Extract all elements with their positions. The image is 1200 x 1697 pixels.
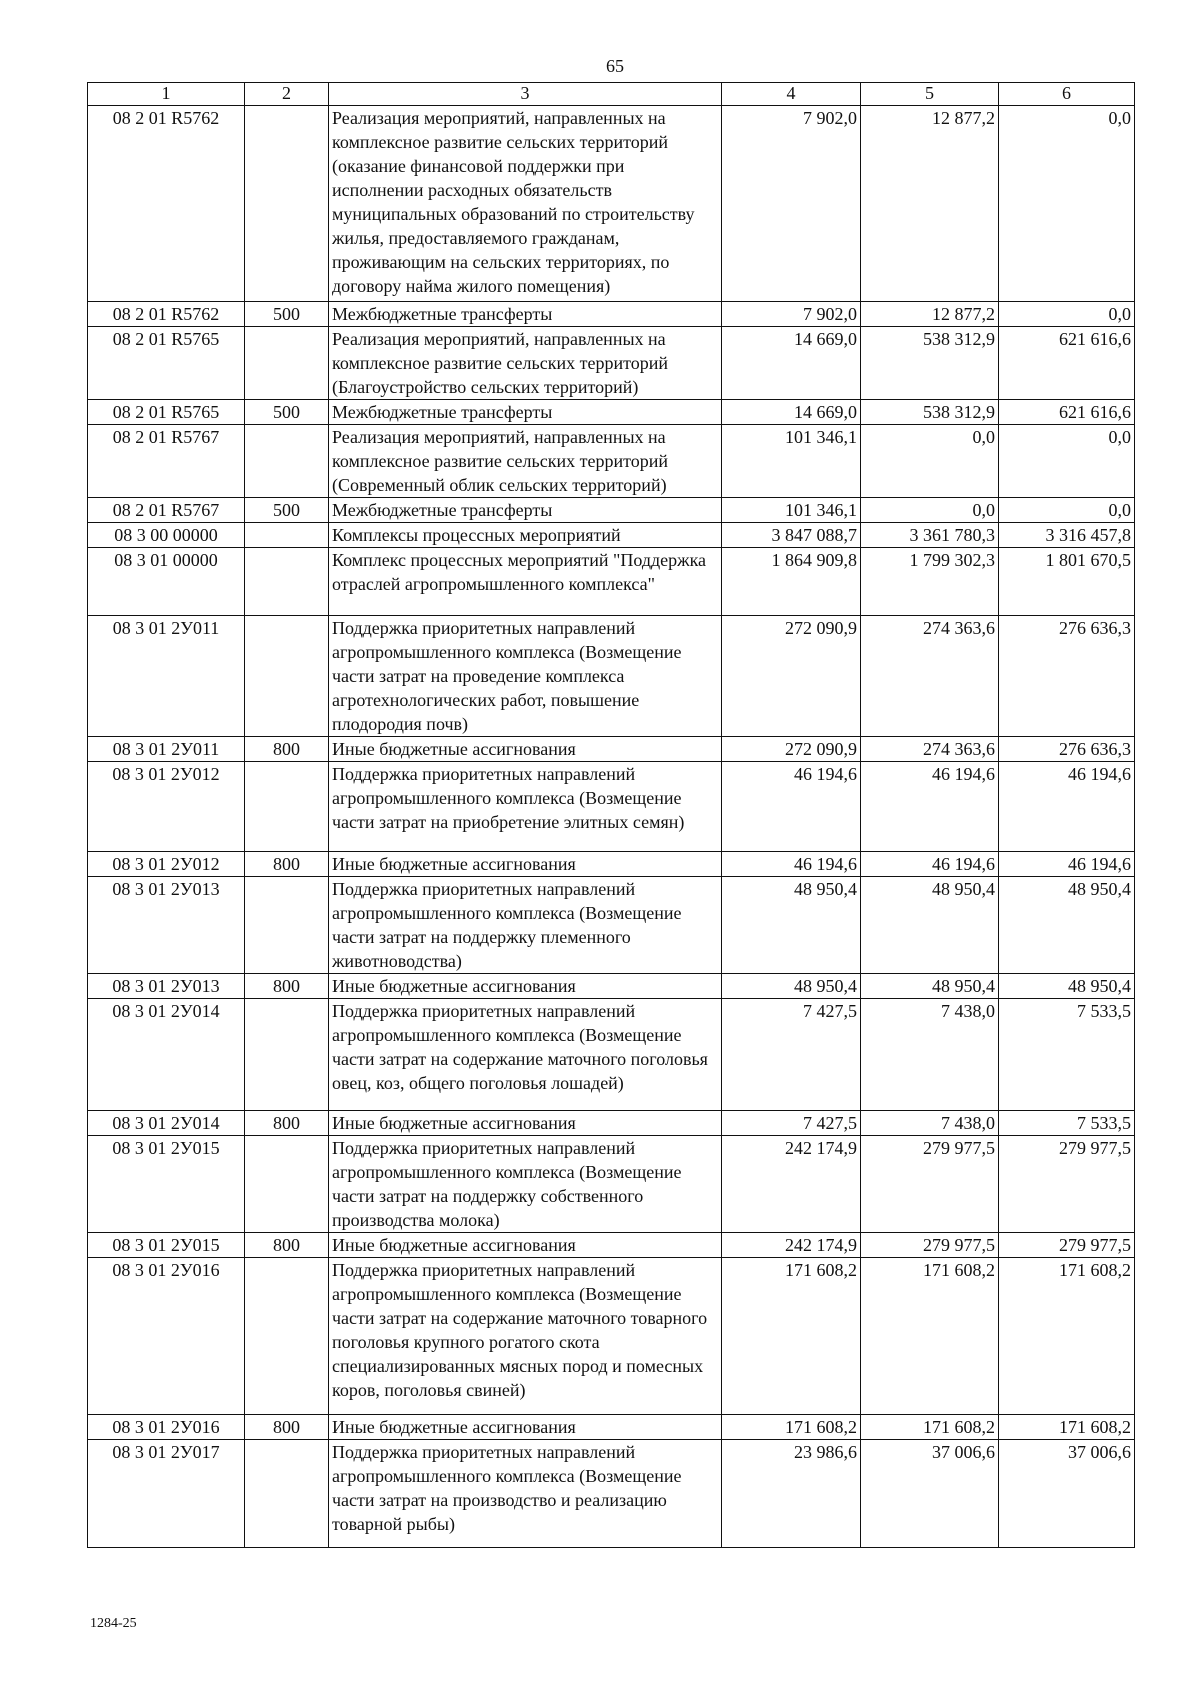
table-row [88,548,1135,616]
budget-code-cell: 08 3 01 2У014 [88,999,245,1111]
column-header-2: 2 [245,83,329,106]
expense-type-cell [245,616,329,737]
amount-col4-cell: 3 847 088,7 [722,523,861,548]
amount-col6-cell: 37 006,6 [999,1440,1135,1548]
budget-code-cell: 08 2 01 R5767 [88,425,245,498]
item-name-cell: Поддержка приоритетных направлений агропромышленного комплекса (Возмещение части затрат на поддержку племенного животноводства) [329,877,722,974]
amount-col4-cell: 7 902,0 [722,106,861,302]
column-header-1: 1 [88,83,245,106]
expense-type-cell [245,523,329,548]
budget-code-cell: 08 3 01 2У015 [88,1136,245,1233]
column-header-4: 4 [722,83,861,106]
amount-col5-cell: 279 977,5 [861,1233,999,1258]
table-row [88,400,1135,425]
amount-col5-cell: 0,0 [861,498,999,523]
budget-table [87,82,1135,1548]
amount-col6-cell: 3 316 457,8 [999,523,1135,548]
table-row [88,106,1135,302]
budget-code-cell: 08 2 01 R5767 [88,498,245,523]
amount-col6-cell: 276 636,3 [999,737,1135,762]
expense-type-cell [245,762,329,852]
budget-code-cell: 08 2 01 R5762 [88,106,245,302]
budget-code-cell: 08 2 01 R5762 [88,302,245,327]
item-name-cell: Иные бюджетные ассигнования [329,974,722,999]
table-row [88,877,1135,974]
expense-type-cell: 500 [245,400,329,425]
amount-col6-cell: 48 950,4 [999,877,1135,974]
budget-code-cell: 08 3 01 2У012 [88,762,245,852]
item-name-cell: Комплекс процессных мероприятий "Поддержка отраслей агропромышленного комплекса" [329,548,722,616]
expense-type-cell [245,999,329,1111]
page-number: 65 [606,56,624,76]
expense-type-cell: 800 [245,1111,329,1136]
table-body [88,106,1135,1548]
amount-col4-cell: 46 194,6 [722,852,861,877]
table-row [88,302,1135,327]
amount-col5-cell: 48 950,4 [861,877,999,974]
amount-col4-cell: 101 346,1 [722,498,861,523]
expense-type-cell [245,327,329,400]
table-row [88,737,1135,762]
amount-col6-cell: 1 801 670,5 [999,548,1135,616]
amount-col4-cell: 171 608,2 [722,1415,861,1440]
column-header-5: 5 [861,83,999,106]
item-name-cell: Иные бюджетные ассигнования [329,1233,722,1258]
amount-col4-cell: 14 669,0 [722,400,861,425]
amount-col4-cell: 23 986,6 [722,1440,861,1548]
expense-type-cell [245,1258,329,1415]
budget-code-cell: 08 2 01 R5765 [88,400,245,425]
column-header-3: 3 [329,83,722,106]
amount-col4-cell: 171 608,2 [722,1258,861,1415]
expense-type-cell: 500 [245,302,329,327]
amount-col4-cell: 101 346,1 [722,425,861,498]
column-header-6: 6 [999,83,1135,106]
amount-col6-cell: 621 616,6 [999,400,1135,425]
item-name-cell: Иные бюджетные ассигнования [329,1415,722,1440]
amount-col5-cell: 274 363,6 [861,616,999,737]
item-name-cell: Иные бюджетные ассигнования [329,1111,722,1136]
amount-col4-cell: 242 174,9 [722,1136,861,1233]
amount-col6-cell: 171 608,2 [999,1258,1135,1415]
table-row [88,498,1135,523]
budget-code-cell: 08 3 01 2У011 [88,616,245,737]
budget-code-cell: 08 3 01 2У016 [88,1258,245,1415]
expense-type-cell: 800 [245,974,329,999]
item-name-cell: Реализация мероприятий, направленных на комплексное развитие сельских территорий (Современный облик сельских территорий) [329,425,722,498]
expense-type-cell [245,106,329,302]
amount-col6-cell: 46 194,6 [999,852,1135,877]
amount-col4-cell: 7 427,5 [722,999,861,1111]
amount-col4-cell: 7 902,0 [722,302,861,327]
amount-col4-cell: 46 194,6 [722,762,861,852]
item-name-cell: Поддержка приоритетных направлений агропромышленного комплекса (Возмещение части затрат на поддержку собственного производства молока) [329,1136,722,1233]
budget-code-cell: 08 3 00 00000 [88,523,245,548]
amount-col5-cell: 3 361 780,3 [861,523,999,548]
amount-col5-cell: 538 312,9 [861,400,999,425]
amount-col6-cell: 7 533,5 [999,999,1135,1111]
table-row [88,425,1135,498]
expense-type-cell [245,425,329,498]
table-row [88,1415,1135,1440]
item-name-cell: Реализация мероприятий, направленных на комплексное развитие сельских территорий (оказание финансовой поддержки при исполнении расходных обязательств муниципальных образований по строительству жилья, предоставляемого гражданам, проживающим на сельских территориях, по договору найма жилого помещения) [329,106,722,302]
expense-type-cell: 800 [245,1233,329,1258]
table-row [88,523,1135,548]
amount-col6-cell: 279 977,5 [999,1136,1135,1233]
table-row [88,762,1135,852]
table-header [88,83,1135,106]
budget-code-cell: 08 3 01 2У013 [88,877,245,974]
item-name-cell: Иные бюджетные ассигнования [329,737,722,762]
amount-col4-cell: 48 950,4 [722,877,861,974]
item-name-cell: Иные бюджетные ассигнования [329,852,722,877]
expense-type-cell: 800 [245,737,329,762]
amount-col5-cell: 46 194,6 [861,852,999,877]
amount-col5-cell: 171 608,2 [861,1415,999,1440]
expense-type-cell: 800 [245,1415,329,1440]
amount-col5-cell: 46 194,6 [861,762,999,852]
budget-code-cell: 08 3 01 2У012 [88,852,245,877]
item-name-cell: Поддержка приоритетных направлений агропромышленного комплекса (Возмещение части затрат на содержание маточного товарного поголовья крупного рогатого скота специализированных мясных пород и помесных коров, поголовья свиней) [329,1258,722,1415]
budget-code-cell: 08 3 01 2У016 [88,1415,245,1440]
amount-col6-cell: 276 636,3 [999,616,1135,737]
amount-col6-cell: 279 977,5 [999,1233,1135,1258]
table-row [88,852,1135,877]
amount-col5-cell: 171 608,2 [861,1258,999,1415]
amount-col6-cell: 7 533,5 [999,1111,1135,1136]
footer-code: 1284-25 [90,1616,137,1631]
item-name-cell: Межбюджетные трансферты [329,400,722,425]
budget-code-cell: 08 3 01 2У013 [88,974,245,999]
amount-col5-cell: 274 363,6 [861,737,999,762]
amount-col6-cell: 0,0 [999,498,1135,523]
item-name-cell: Поддержка приоритетных направлений агропромышленного комплекса (Возмещение части затрат на приобретение элитных семян) [329,762,722,852]
item-name-cell: Межбюджетные трансферты [329,498,722,523]
amount-col4-cell: 7 427,5 [722,1111,861,1136]
item-name-cell: Комплексы процессных мероприятий [329,523,722,548]
expense-type-cell [245,877,329,974]
amount-col4-cell: 272 090,9 [722,616,861,737]
amount-col5-cell: 538 312,9 [861,327,999,400]
budget-code-cell: 08 3 01 00000 [88,548,245,616]
amount-col5-cell: 12 877,2 [861,106,999,302]
table-row [88,1233,1135,1258]
expense-type-cell [245,1440,329,1548]
item-name-cell: Поддержка приоритетных направлений агропромышленного комплекса (Возмещение части затрат на содержание маточного поголовья овец, коз, общего поголовья лошадей) [329,999,722,1111]
amount-col6-cell: 48 950,4 [999,974,1135,999]
amount-col4-cell: 14 669,0 [722,327,861,400]
expense-type-cell [245,1136,329,1233]
table-row [88,1111,1135,1136]
amount-col6-cell: 46 194,6 [999,762,1135,852]
amount-col6-cell: 0,0 [999,302,1135,327]
amount-col5-cell: 12 877,2 [861,302,999,327]
budget-code-cell: 08 3 01 2У017 [88,1440,245,1548]
table-row [88,616,1135,737]
amount-col6-cell: 171 608,2 [999,1415,1135,1440]
table-row [88,1258,1135,1415]
amount-col6-cell: 0,0 [999,425,1135,498]
amount-col5-cell: 48 950,4 [861,974,999,999]
amount-col6-cell: 621 616,6 [999,327,1135,400]
amount-col5-cell: 0,0 [861,425,999,498]
item-name-cell: Поддержка приоритетных направлений агропромышленного комплекса (Возмещение части затрат на проведение комплекса агротехнологических работ, повышение плодородия почв) [329,616,722,737]
item-name-cell: Межбюджетные трансферты [329,302,722,327]
table-row [88,974,1135,999]
amount-col5-cell: 7 438,0 [861,999,999,1111]
amount-col5-cell: 279 977,5 [861,1136,999,1233]
table-row [88,1136,1135,1233]
budget-code-cell: 08 3 01 2У015 [88,1233,245,1258]
header-row [88,83,1135,106]
expense-type-cell: 500 [245,498,329,523]
amount-col5-cell: 1 799 302,3 [861,548,999,616]
budget-code-cell: 08 3 01 2У014 [88,1111,245,1136]
amount-col6-cell: 0,0 [999,106,1135,302]
table-row [88,999,1135,1111]
expense-type-cell: 800 [245,852,329,877]
budget-code-cell: 08 3 01 2У011 [88,737,245,762]
amount-col4-cell: 272 090,9 [722,737,861,762]
expense-type-cell [245,548,329,616]
budget-code-cell: 08 2 01 R5765 [88,327,245,400]
amount-col5-cell: 7 438,0 [861,1111,999,1136]
amount-col5-cell: 37 006,6 [861,1440,999,1548]
item-name-cell: Поддержка приоритетных направлений агропромышленного комплекса (Возмещение части затрат на производство и реализацию товарной рыбы) [329,1440,722,1548]
amount-col4-cell: 242 174,9 [722,1233,861,1258]
table-row [88,327,1135,400]
item-name-cell: Реализация мероприятий, направленных на комплексное развитие сельских территорий (Благоустройство сельских территорий) [329,327,722,400]
amount-col4-cell: 48 950,4 [722,974,861,999]
amount-col4-cell: 1 864 909,8 [722,548,861,616]
table-row [88,1440,1135,1548]
